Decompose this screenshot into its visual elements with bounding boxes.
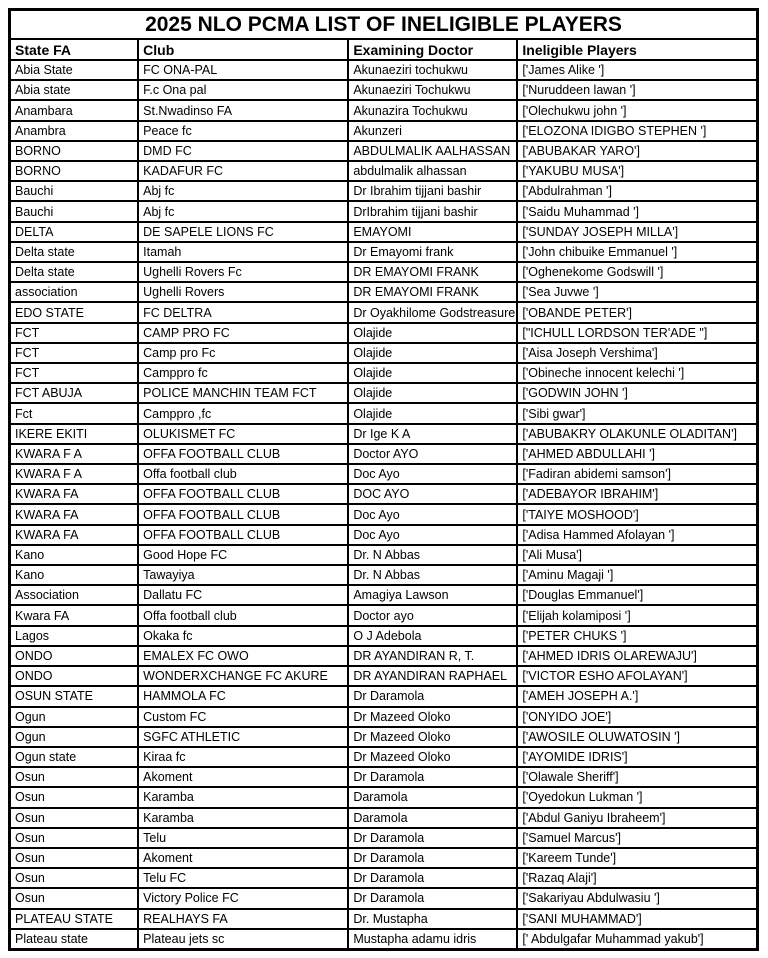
table-row [10, 403, 758, 423]
cell-club: DE SAPELE LIONS FC [138, 222, 348, 242]
cell-ineligible-players: ["ICHULL LORDSON TER'ADE "] [517, 323, 757, 343]
cell-club: St.Nwadinso FA [138, 100, 348, 120]
table-row [10, 626, 758, 646]
cell-examining-doctor: Dr Mazeed Oloko [348, 747, 517, 767]
cell-ineligible-players: ['Elijah kolamiposi '] [517, 605, 757, 625]
cell-club: OFFA FOOTBALL CLUB [138, 525, 348, 545]
cell-ineligible-players: ['Nuruddeen lawan '] [517, 80, 757, 100]
cell-state-fa: OSUN STATE [10, 686, 139, 706]
title-row [10, 10, 758, 40]
cell-ineligible-players: ['Fadiran abidemi samson'] [517, 464, 757, 484]
table-row [10, 181, 758, 201]
cell-club: Tawayiya [138, 565, 348, 585]
table-row [10, 504, 758, 524]
cell-state-fa: Delta state [10, 242, 139, 262]
cell-ineligible-players: ['SANI MUHAMMAD'] [517, 909, 757, 929]
cell-club: OLUKISMET FC [138, 424, 348, 444]
cell-ineligible-players: ['ELOZONA IDIGBO STEPHEN '] [517, 121, 757, 141]
cell-examining-doctor: abdulmalik alhassan [348, 161, 517, 181]
cell-ineligible-players: ['Aminu Magaji '] [517, 565, 757, 585]
cell-examining-doctor: Dr Mazeed Oloko [348, 727, 517, 747]
cell-club: Ughelli Rovers Fc [138, 262, 348, 282]
table-row [10, 343, 758, 363]
cell-club: Dallatu FC [138, 585, 348, 605]
cell-state-fa: Anambara [10, 100, 139, 120]
table-row [10, 605, 758, 625]
table-row [10, 525, 758, 545]
cell-state-fa: DELTA [10, 222, 139, 242]
column-header: Ineligible Players [517, 39, 757, 60]
cell-club: WONDERXCHANGE FC AKURE [138, 666, 348, 686]
cell-club: Abj fc [138, 201, 348, 221]
table-row [10, 80, 758, 100]
cell-state-fa: FCT [10, 323, 139, 343]
table-row [10, 727, 758, 747]
table-row [10, 363, 758, 383]
cell-examining-doctor: Akunzeri [348, 121, 517, 141]
cell-club: HAMMOLA FC [138, 686, 348, 706]
cell-ineligible-players: ['Adisa Hammed Afolayan '] [517, 525, 757, 545]
page-title: 2025 NLO PCMA LIST OF INELIGIBLE PLAYERS [10, 10, 758, 40]
table-header-row [10, 39, 758, 60]
cell-state-fa: FCT ABUJA [10, 383, 139, 403]
cell-club: REALHAYS FA [138, 909, 348, 929]
cell-examining-doctor: Dr Emayomi frank [348, 242, 517, 262]
cell-state-fa: Association [10, 585, 139, 605]
cell-state-fa: KWARA F A [10, 464, 139, 484]
cell-ineligible-players: ['Razaq Alaji'] [517, 868, 757, 888]
cell-examining-doctor: Olajide [348, 323, 517, 343]
cell-state-fa: Osun [10, 828, 139, 848]
cell-examining-doctor: Doctor ayo [348, 605, 517, 625]
cell-ineligible-players: [' Abdulgafar Muhammad yakub'] [517, 929, 757, 950]
table-row [10, 646, 758, 666]
cell-club: Ughelli Rovers [138, 282, 348, 302]
cell-examining-doctor: DR EMAYOMI FRANK [348, 262, 517, 282]
cell-examining-doctor: Akunaeziri tochukwu [348, 60, 517, 80]
cell-club: Abj fc [138, 181, 348, 201]
cell-ineligible-players: ['AYOMIDE IDRIS'] [517, 747, 757, 767]
table-row [10, 424, 758, 444]
cell-ineligible-players: ['Sea Juvwe '] [517, 282, 757, 302]
cell-ineligible-players: ['AHMED ABDULLAHI '] [517, 444, 757, 464]
cell-state-fa: Osun [10, 808, 139, 828]
cell-state-fa: Plateau state [10, 929, 139, 950]
cell-examining-doctor: Dr Daramola [348, 686, 517, 706]
cell-state-fa: BORNO [10, 161, 139, 181]
cell-state-fa: Bauchi [10, 181, 139, 201]
table-row [10, 909, 758, 929]
table-row [10, 565, 758, 585]
cell-club: Kiraa fc [138, 747, 348, 767]
cell-club: DMD FC [138, 141, 348, 161]
cell-state-fa: Bauchi [10, 201, 139, 221]
cell-examining-doctor: Olajide [348, 383, 517, 403]
cell-ineligible-players: ['Obineche innocent kelechi '] [517, 363, 757, 383]
table-row [10, 282, 758, 302]
cell-club: Camp pro Fc [138, 343, 348, 363]
cell-ineligible-players: ['Samuel Marcus'] [517, 828, 757, 848]
cell-examining-doctor: Olajide [348, 343, 517, 363]
cell-state-fa: Osun [10, 767, 139, 787]
cell-ineligible-players: ['AWOSILE OLUWATOSIN '] [517, 727, 757, 747]
cell-examining-doctor: Akunazira Tochukwu [348, 100, 517, 120]
cell-state-fa: FCT [10, 363, 139, 383]
cell-club: F.c Ona pal [138, 80, 348, 100]
cell-examining-doctor: Doc Ayo [348, 525, 517, 545]
cell-club: Victory Police FC [138, 888, 348, 908]
cell-ineligible-players: ['AMEH JOSEPH A.'] [517, 686, 757, 706]
cell-state-fa: Ogun [10, 727, 139, 747]
cell-club: Karamba [138, 787, 348, 807]
cell-ineligible-players: ['ADEBAYOR IBRAHIM'] [517, 484, 757, 504]
table-row [10, 100, 758, 120]
cell-ineligible-players: ['YAKUBU MUSA'] [517, 161, 757, 181]
table-row [10, 242, 758, 262]
cell-state-fa: KWARA FA [10, 484, 139, 504]
cell-examining-doctor: Dr. N Abbas [348, 565, 517, 585]
column-header: Club [138, 39, 348, 60]
cell-club: SGFC ATHLETIC [138, 727, 348, 747]
cell-ineligible-players: ['Aisa Joseph Vershima'] [517, 343, 757, 363]
table-row [10, 747, 758, 767]
table-body [10, 60, 758, 950]
cell-ineligible-players: ['Oyedokun Lukman '] [517, 787, 757, 807]
cell-examining-doctor: Dr Daramola [348, 868, 517, 888]
cell-examining-doctor: Dr. N Abbas [348, 545, 517, 565]
table-row [10, 222, 758, 242]
cell-examining-doctor: Doctor AYO [348, 444, 517, 464]
table-row [10, 141, 758, 161]
cell-examining-doctor: Olajide [348, 403, 517, 423]
cell-club: Karamba [138, 808, 348, 828]
cell-state-fa: Anambra [10, 121, 139, 141]
cell-ineligible-players: ['Saidu Muhammad '] [517, 201, 757, 221]
cell-club: CAMP PRO FC [138, 323, 348, 343]
table-row [10, 545, 758, 565]
cell-state-fa: Ogun [10, 707, 139, 727]
table-row [10, 262, 758, 282]
table-row [10, 888, 758, 908]
cell-examining-doctor: Dr Daramola [348, 828, 517, 848]
cell-club: Peace fc [138, 121, 348, 141]
cell-examining-doctor: ABDULMALIK AALHASSAN [348, 141, 517, 161]
cell-examining-doctor: O J Adebola [348, 626, 517, 646]
cell-state-fa: Delta state [10, 262, 139, 282]
cell-examining-doctor: DrIbrahim tijjani bashir [348, 201, 517, 221]
cell-ineligible-players: ['Abdul Ganiyu Ibraheem'] [517, 808, 757, 828]
cell-examining-doctor: DR AYANDIRAN RAPHAEL [348, 666, 517, 686]
cell-ineligible-players: ['OBANDE PETER'] [517, 302, 757, 322]
cell-club: OFFA FOOTBALL CLUB [138, 484, 348, 504]
cell-examining-doctor: Dr Oyakhilome Godstreasure [348, 302, 517, 322]
cell-state-fa: Kwara FA [10, 605, 139, 625]
cell-club: Telu FC [138, 868, 348, 888]
table-row [10, 201, 758, 221]
cell-state-fa: KWARA FA [10, 504, 139, 524]
cell-club: Offa football club [138, 605, 348, 625]
cell-examining-doctor: DR EMAYOMI FRANK [348, 282, 517, 302]
cell-club: Akoment [138, 848, 348, 868]
cell-club: OFFA FOOTBALL CLUB [138, 504, 348, 524]
cell-ineligible-players: ['Olawale Sheriff'] [517, 767, 757, 787]
table-row [10, 828, 758, 848]
cell-ineligible-players: ['Sakariyau Abdulwasiu '] [517, 888, 757, 908]
cell-examining-doctor: Dr Ige K A [348, 424, 517, 444]
cell-state-fa: Osun [10, 848, 139, 868]
column-header: Examining Doctor [348, 39, 517, 60]
cell-club: OFFA FOOTBALL CLUB [138, 444, 348, 464]
ineligible-players-table [8, 8, 759, 951]
table-row [10, 383, 758, 403]
cell-ineligible-players: ['ONYIDO JOE'] [517, 707, 757, 727]
cell-state-fa: IKERE EKITI [10, 424, 139, 444]
cell-examining-doctor: Dr. Mustapha [348, 909, 517, 929]
cell-state-fa: Osun [10, 868, 139, 888]
cell-state-fa: Abia State [10, 60, 139, 80]
cell-state-fa: BORNO [10, 141, 139, 161]
cell-state-fa: ONDO [10, 646, 139, 666]
cell-club: KADAFUR FC [138, 161, 348, 181]
table-row [10, 60, 758, 80]
cell-ineligible-players: ['Sibi gwar'] [517, 403, 757, 423]
table-row [10, 707, 758, 727]
cell-state-fa: Kano [10, 545, 139, 565]
cell-examining-doctor: Doc Ayo [348, 504, 517, 524]
cell-club: EMALEX FC OWO [138, 646, 348, 666]
cell-examining-doctor: Olajide [348, 363, 517, 383]
cell-club: Okaka fc [138, 626, 348, 646]
cell-club: FC DELTRA [138, 302, 348, 322]
cell-ineligible-players: ['James Alike '] [517, 60, 757, 80]
table-row [10, 585, 758, 605]
cell-ineligible-players: ['Kareem Tunde'] [517, 848, 757, 868]
cell-club: Camppro ,fc [138, 403, 348, 423]
cell-ineligible-players: ['SUNDAY JOSEPH MILLA'] [517, 222, 757, 242]
cell-club: Good Hope FC [138, 545, 348, 565]
table-row [10, 868, 758, 888]
table-row [10, 666, 758, 686]
cell-state-fa: Abia state [10, 80, 139, 100]
cell-state-fa: Ogun state [10, 747, 139, 767]
cell-ineligible-players: ['John chibuike Emmanuel '] [517, 242, 757, 262]
cell-club: Akoment [138, 767, 348, 787]
cell-club: Telu [138, 828, 348, 848]
table-row [10, 787, 758, 807]
cell-state-fa: Osun [10, 888, 139, 908]
cell-state-fa: KWARA F A [10, 444, 139, 464]
cell-state-fa: association [10, 282, 139, 302]
cell-examining-doctor: Amagiya Lawson [348, 585, 517, 605]
cell-club: Camppro fc [138, 363, 348, 383]
cell-ineligible-players: ['GODWIN JOHN '] [517, 383, 757, 403]
cell-state-fa: EDO STATE [10, 302, 139, 322]
cell-examining-doctor: Dr Daramola [348, 767, 517, 787]
cell-examining-doctor: DR AYANDIRAN R, T. [348, 646, 517, 666]
cell-club: Custom FC [138, 707, 348, 727]
cell-ineligible-players: ['Olechukwu john '] [517, 100, 757, 120]
cell-examining-doctor: Doc Ayo [348, 464, 517, 484]
cell-ineligible-players: ['ABUBAKRY OLAKUNLE OLADITAN'] [517, 424, 757, 444]
cell-state-fa: Osun [10, 787, 139, 807]
cell-state-fa: KWARA FA [10, 525, 139, 545]
cell-examining-doctor: Akunaeziri Tochukwu [348, 80, 517, 100]
cell-examining-doctor: Daramola [348, 808, 517, 828]
table-row [10, 767, 758, 787]
table-row [10, 121, 758, 141]
table-row [10, 161, 758, 181]
table-row [10, 464, 758, 484]
cell-examining-doctor: EMAYOMI [348, 222, 517, 242]
cell-club: FC ONA-PAL [138, 60, 348, 80]
cell-state-fa: Fct [10, 403, 139, 423]
cell-state-fa: Lagos [10, 626, 139, 646]
cell-state-fa: ONDO [10, 666, 139, 686]
cell-examining-doctor: Dr Daramola [348, 848, 517, 868]
cell-club: Offa football club [138, 464, 348, 484]
cell-club: POLICE MANCHIN TEAM FCT [138, 383, 348, 403]
cell-examining-doctor: DOC AYO [348, 484, 517, 504]
table-row [10, 302, 758, 322]
cell-club: Itamah [138, 242, 348, 262]
cell-ineligible-players: ['PETER CHUKS '] [517, 626, 757, 646]
cell-examining-doctor: Dr Daramola [348, 888, 517, 908]
cell-ineligible-players: ['Ali Musa'] [517, 545, 757, 565]
cell-ineligible-players: ['TAIYE MOSHOOD'] [517, 504, 757, 524]
cell-club: Plateau jets sc [138, 929, 348, 950]
cell-ineligible-players: ['VICTOR ESHO AFOLAYAN'] [517, 666, 757, 686]
cell-examining-doctor: Dr Ibrahim tijjani bashir [348, 181, 517, 201]
table-row [10, 484, 758, 504]
table-row [10, 323, 758, 343]
cell-ineligible-players: ['Douglas Emmanuel'] [517, 585, 757, 605]
table-row [10, 444, 758, 464]
cell-examining-doctor: Dr Mazeed Oloko [348, 707, 517, 727]
cell-state-fa: Kano [10, 565, 139, 585]
cell-state-fa: FCT [10, 343, 139, 363]
cell-ineligible-players: ['ABUBAKAR YARO'] [517, 141, 757, 161]
column-header: State FA [10, 39, 139, 60]
cell-ineligible-players: ['AHMED IDRIS OLAREWAJU'] [517, 646, 757, 666]
cell-ineligible-players: ['Abdulrahman '] [517, 181, 757, 201]
table-row [10, 929, 758, 950]
table-row [10, 848, 758, 868]
cell-state-fa: PLATEAU STATE [10, 909, 139, 929]
table-row [10, 686, 758, 706]
table-row [10, 808, 758, 828]
cell-examining-doctor: Daramola [348, 787, 517, 807]
cell-ineligible-players: ['Oghenekome Godswill '] [517, 262, 757, 282]
cell-examining-doctor: Mustapha adamu idris [348, 929, 517, 950]
